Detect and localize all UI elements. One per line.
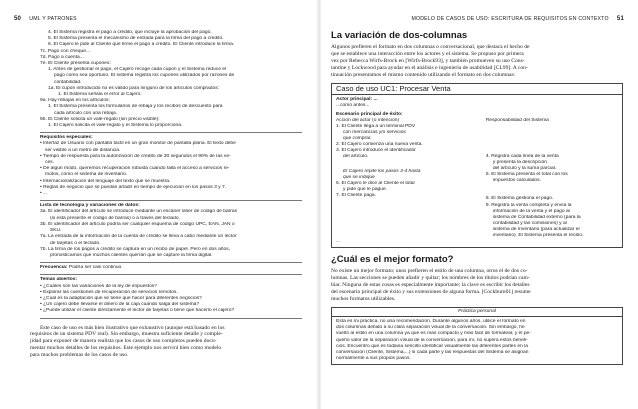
- closing-line: mentar muchos detalles de los requisitos. Este ejemplo nos servirá bien como modelo: [30, 345, 222, 352]
- personal-practice-box: [331, 307, 623, 366]
- practice-line: cios. Encuentro que es todavía sencillo identificar visualmente las diferentes partes en la: [336, 343, 528, 349]
- actor-step: 6. El Cajero le dice al Cliente el total: [336, 180, 415, 186]
- system-column-header: Responsabilidad del Sistema: [485, 117, 549, 123]
- practice-line: normalmente a sus propios pasos.: [336, 356, 411, 362]
- box-ellipsis: ...: [336, 239, 341, 245]
- tech-item: 3b. El identificador del artículo podría ser cualquier esquema de código UPC, EAN, JAN o: [40, 221, 235, 227]
- section-title-best-format: ¿Cuál es el mejor formato?: [331, 254, 454, 266]
- requirements-heading: Requisitos especiales:: [40, 135, 93, 141]
- closing-line: Este caso de uso es más bien ilustrativo que exhaustivo (aunque está basado en los: [40, 324, 225, 331]
- two-column-table: [336, 118, 618, 239]
- step-line: cada artículo con una rebaja.: [54, 110, 118, 116]
- tech-item: 7b. La firma de los pagos a crédito se captura en un recibo de papel. Pero en dos años,: [40, 246, 231, 252]
- actor-step: 1. El Cliente llega a un terminal PDV: [336, 124, 416, 129]
- right-page: [319, 0, 638, 409]
- divider: [40, 132, 302, 133]
- requirement-item: • De algún modo, queremos recuperación robusta cuando falla el acceso a servicios re-: [40, 166, 230, 172]
- open-issue-item: • ¿Puede utilizar el cliente directamente el lector de tarjetas o tiene que hacerlo el cajero?: [40, 308, 235, 314]
- primary-actor: Actor principal: ...: [336, 96, 378, 102]
- personal-practice-title: Práctica personal: [332, 308, 622, 317]
- paragraph-line: tantine y Lockwood para ayudar en el análisis e ingeniería de usabilidad [CL99]. A con-: [331, 64, 528, 71]
- scenario-heading: Escenario principal de éxito:: [336, 111, 403, 117]
- actor-step: y pide que le pague.: [343, 186, 388, 192]
- paragraph-line: biar. Ninguna de estas cosas es especialmente importante; la clave es escribir los detalles: [331, 282, 530, 289]
- right-content: [331, 30, 623, 365]
- actor-step: 2. El Cajero comienza una nueva venta.: [336, 142, 423, 148]
- requirement-item: • Reglas de negocio que se puedan añadir en tiempo de ejecución en los pasos 3 y 7.: [40, 184, 227, 190]
- tech-item: SKU.: [50, 228, 62, 234]
- paragraph-line: vez por Rebecca Wirfs-Brock en [Wirfs-Brock93], y también promueven su uso Cons-: [331, 57, 525, 64]
- open-issue-item: • Explorar las cuestiones de recuperación de servicios remotos.: [40, 289, 178, 295]
- practice-line: conversación (Cliente, Sistema,...) si cada parte y las respuestas del Sistema se asignan: [336, 349, 529, 355]
- actor-step: 3. El Cajero introduce el identificador: [336, 148, 416, 154]
- right-page-number: 51: [616, 16, 624, 22]
- actor-step: del artículo.: [343, 154, 369, 160]
- paragraph-line: No existe un mejor formato; unos prefieren el estilo de una columna, otros el de dos co-: [331, 268, 528, 275]
- closing-line: requisitos de un sistema PDV real). Sin embargo, muestra suficiente detalle y comple-: [30, 331, 223, 338]
- step-line: 1. El Sistema presenta los formularios de rebaja y los recibos de descuento para: [48, 104, 223, 110]
- left-page-header: [14, 16, 77, 22]
- best-format-paragraph: [331, 268, 623, 303]
- closing-line: jidad para exponer de manera realista que los casos de uso completos pueden docu-: [30, 338, 217, 345]
- right-running-title: MODELO DE CASOS DE USO: ESCRITURA DE REQUISITOS EN CONTEXTO: [411, 16, 609, 22]
- actor-column: [336, 118, 480, 239]
- actor-step: 7. El Cliente paga.: [336, 192, 376, 198]
- practice-line: Ésta es mi práctica, no una recomendación. Durante algunos años, utilicé el formato en: [336, 318, 526, 324]
- system-step: del artículo y la suma parcial.: [492, 166, 557, 172]
- step-line: 7c. Pago con cheque...: [40, 48, 91, 54]
- actor-repeat-note: que se indique: [343, 174, 375, 180]
- divider: [40, 318, 302, 319]
- paragraph-line: del escenario principal de éxito y sus extensiones de alguna forma. [Cockburn01] resume: [331, 288, 531, 295]
- use-case-box: [331, 83, 623, 249]
- practice-line: queño valor de la separación visual de la conversación, para mí, no supera estos benefi-: [336, 337, 528, 343]
- step-line: 1. El Sistema señala el error al Cajero.: [58, 92, 142, 98]
- left-page-number: 50: [14, 16, 22, 22]
- tech-item: pronosticamos que muchos clientes querrán que se capture la firma digital.: [50, 252, 213, 258]
- left-running-title: UML Y PATRONES: [29, 16, 77, 22]
- system-step: impuestos calculados.: [492, 178, 541, 184]
- right-page-header: [411, 16, 624, 22]
- requirement-item: motos, como el sistema de inventario.: [45, 172, 128, 178]
- divider: [40, 262, 302, 263]
- personal-practice-body: [332, 317, 622, 364]
- open-issue-item: • ¿Cuáles son las variaciones de la ley de impuestos?: [40, 283, 157, 289]
- requirement-item: ces.: [45, 160, 54, 166]
- tech-item: de tarjetas o el teclado.: [50, 240, 101, 246]
- system-step: 5. El Sistema presenta el total con los: [485, 172, 568, 178]
- system-step: sistema de Inventario (para actualizar el: [492, 226, 580, 232]
- requirement-item: • Interfaz de Usuario con pantalla táctil en un gran monitor de pantalla plana. El texto debe: [40, 141, 236, 147]
- actor-repeat-note: El Cajero repite los pasos 3-4 hasta: [343, 168, 421, 174]
- spacer: [336, 161, 480, 169]
- requirement-item: • ...: [40, 191, 48, 197]
- divider: [40, 274, 302, 275]
- section-title-two-columns: La variación de dos-columnas: [331, 30, 468, 41]
- actor-step: con mercancías y/o servicios: [343, 130, 406, 136]
- system-step: 4. Registra cada línea de la venta: [485, 154, 559, 159]
- step-line: pago como sea oportuno. El sistema registra los cupones utilizados por razones de: [54, 73, 235, 79]
- frequency-label: Frecuencia:: [40, 265, 68, 271]
- frequency-text: Podría ser casi continuo.: [68, 265, 123, 271]
- practice-line: vuelto al estilo en una columna ya que es más compacto y más fácil de formatear, y el pe-: [336, 331, 531, 337]
- spacer: [486, 184, 618, 196]
- system-step: contabilidad y las comisiones) y al: [492, 220, 567, 226]
- closing-paragraph: [30, 325, 302, 360]
- requirement-item: ser visible a un metro de distancia.: [45, 147, 121, 153]
- spacer: [486, 124, 618, 154]
- step-line: 1. El Cajero solicita el vale-regalo y el Sistema lo proporciona.: [48, 123, 183, 129]
- step-line: 7e. El Cliente presenta cupones:: [40, 61, 111, 67]
- tech-item: 7a. La entrada de la información de la cuenta de crédito se lleva a cabo mediante un lector: [40, 234, 237, 240]
- requirement-item: • Internacionalización del lenguaje del texto que se muestra.: [40, 178, 171, 184]
- tech-item: (si está presente el código de barras) o a través del teclado.: [50, 215, 180, 221]
- system-column: [480, 118, 618, 239]
- step-line: 4. El Sistema registra el pago a crédito, que incluye la aprobación del pago.: [48, 30, 212, 35]
- paragraph-line: muchos formatos utilizables.: [331, 295, 396, 302]
- paragraph-line: Algunos prefieren el formato en dos columnas o conversacional, que destaca el hecho de: [331, 44, 530, 50]
- use-case-box-body: [332, 95, 622, 248]
- use-case-box-title: Caso de uso UC1: Procesar Venta: [332, 84, 622, 95]
- step-line: 1a. El cupón introducido no es válido para ninguno de los artículos comprados:: [48, 85, 220, 91]
- open-issues-heading: Temas abiertos:: [40, 277, 78, 283]
- system-step: 9. Registra la venta completa y envía la: [485, 202, 572, 208]
- tech-heading: Lista de tecnología y variaciones de datos:: [40, 203, 140, 209]
- paragraph-line: que se establece una interacción entre los actores y el sistema. Se propuso por primera: [331, 50, 524, 57]
- paragraph-line: tinuación presentamos el mismo contenido utilizando el formato en dos columnas:: [331, 71, 516, 78]
- divider: [40, 200, 302, 201]
- primary-actor-note: ...como antes...: [336, 102, 370, 108]
- step-line: 7d. Pago a cuenta...: [40, 54, 84, 60]
- system-step: 8. El Sistema gestiona el pago.: [485, 196, 554, 202]
- actor-step: que comprar.: [343, 136, 372, 142]
- open-issue-item: • ¿Cuál es la adaptación que se tiene que hacer para diferentes negocios?: [40, 295, 202, 301]
- step-line: 5. El Sistema presenta el mecanismo de entrada para la firma del pago a crédito.: [48, 36, 224, 42]
- system-step: inventario). El Sistema presenta el recibo.: [492, 233, 584, 239]
- use-case-continuation: [30, 30, 302, 359]
- practice-line: dos columnas debido a su clara separación visual de la conversación. Sin embargo, he: [336, 325, 525, 331]
- requirement-item: • Tiempo de respuesta para la autorización de crédito de 30 segundos el 90% de las ve-: [40, 153, 231, 159]
- system-step: información de la venta y el pago al: [492, 208, 570, 214]
- step-line: 6. El Cajero le pide al Cliente que firme el pago a crédito. El Cliente introduce la firma.: [48, 42, 235, 48]
- step-line: contabilidad.: [54, 79, 82, 85]
- open-issue-item: • ¿Un cajero debe llevarse el dinero de la caja cuando salga del sistema?: [40, 302, 200, 308]
- step-line: 9a. Hay rebajas en los artículos:: [40, 98, 110, 104]
- step-line: 1. Antes de gestionar el pago, el Cajero recoge cada cupón y el Sistema reduce el: [48, 67, 227, 73]
- closing-line: para muchos problemas de los casos de uso.: [30, 352, 129, 359]
- step-line: 9b. El Cliente solicita un vale-regalo (sin precio visible):: [40, 116, 160, 122]
- system-step: sistema de Contabilidad externo (para la: [492, 214, 581, 220]
- frequency-line: [40, 265, 302, 271]
- tech-item: 3a. El identificador del artículo se introduce mediante un escáner láser de código de barras: [40, 209, 238, 215]
- two-columns-paragraph: [331, 44, 623, 79]
- system-step: y presenta la descripción: [492, 160, 547, 166]
- paragraph-line: lumnas. Las secciones se pueden añadir y quitar; los nombres de los títulos podrían cam-: [331, 275, 530, 282]
- actor-column-header: Acción del actor (o intención): [336, 117, 400, 123]
